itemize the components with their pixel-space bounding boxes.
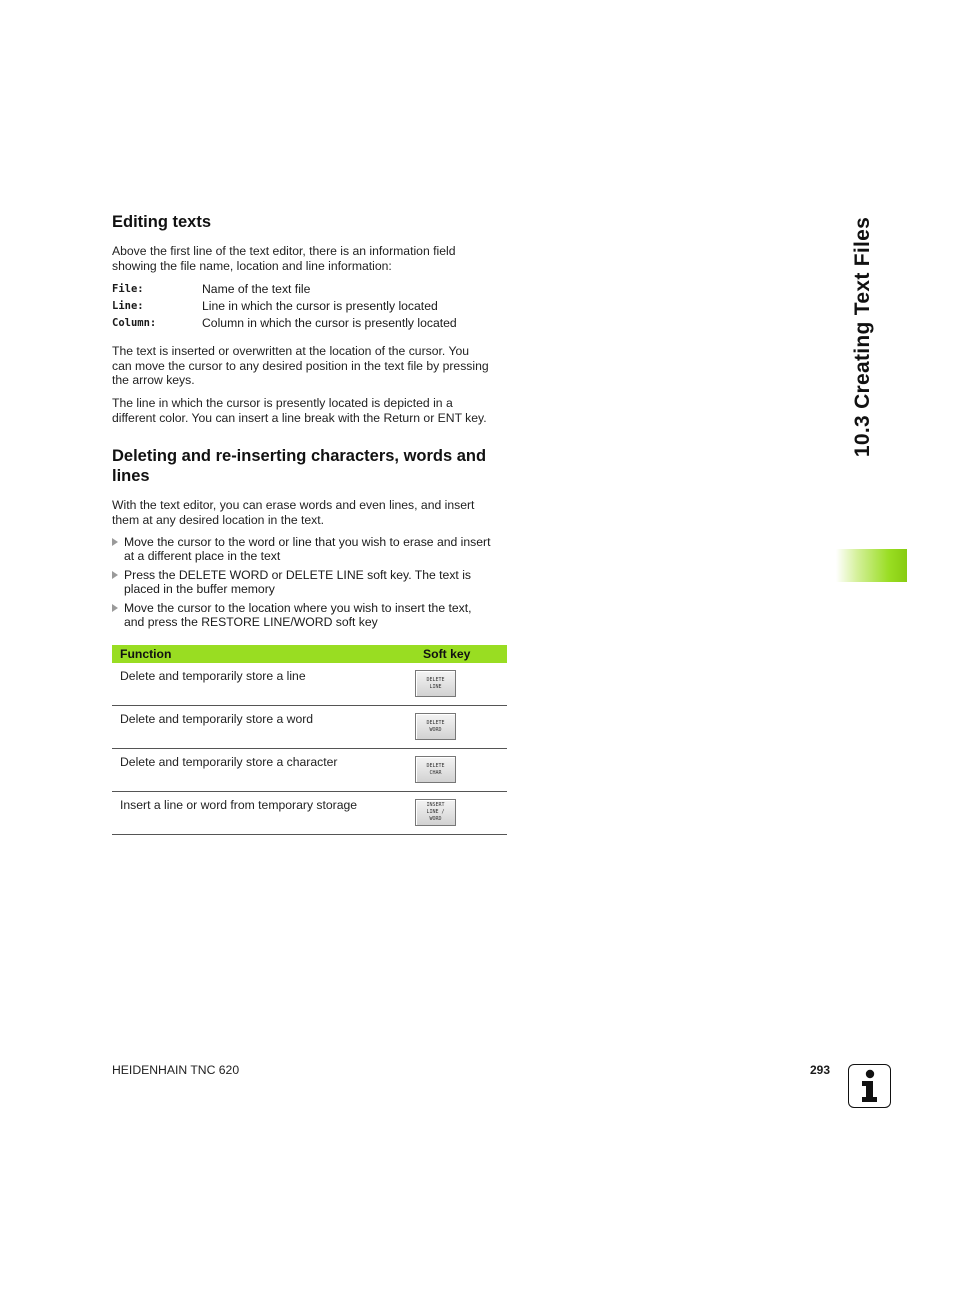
- cursor-paragraph: [112, 344, 512, 388]
- paragraph-line: The text is inserted or overwritten at the location of the cursor. You: [112, 344, 470, 358]
- table-row: [112, 663, 507, 706]
- delete-char-softkey[interactable]: [415, 756, 456, 783]
- deleting-intro: [112, 498, 512, 527]
- editing-intro-line: Above the first line of the text editor, there is an information field: [112, 244, 456, 258]
- column-header-function: Function: [112, 645, 415, 663]
- paragraph-line: the arrow keys.: [112, 373, 195, 388]
- function-cell: Delete and temporarily store a line: [112, 663, 415, 706]
- bullet-line: at a different place in the text: [124, 549, 281, 564]
- table-row: [112, 792, 507, 835]
- function-cell: Delete and temporarily store a word: [112, 706, 415, 749]
- softkey-cell: [415, 792, 507, 835]
- delete-word-softkey[interactable]: [415, 713, 456, 740]
- softkey-label: WORD: [429, 726, 442, 733]
- heading-line: Deleting and re-inserting characters, words and: [112, 447, 487, 465]
- editing-intro: [112, 244, 512, 273]
- bullet-line: and press the RESTORE LINE/WORD soft key: [124, 615, 378, 630]
- paragraph-line: The line in which the cursor is presently located is depicted in a: [112, 396, 453, 410]
- bullet-line: Move the cursor to the word or line that you wish to erase and insert: [124, 535, 491, 549]
- table-row: [112, 706, 507, 749]
- bullet-line: placed in the buffer memory: [124, 582, 275, 597]
- editing-intro-line: showing the file name, location and line information:: [112, 258, 392, 273]
- chapter-side-title-text: 10.3 Creating Text Files: [851, 216, 874, 458]
- column-header-softkey: Soft key: [415, 645, 507, 663]
- softkey-label: CHAR: [429, 769, 442, 776]
- bullet-line: Move the cursor to the location where you wish to insert the text,: [124, 601, 472, 615]
- line-color-paragraph: [112, 396, 512, 425]
- softkey-label: DELETE: [426, 762, 445, 769]
- table-header-row: [112, 645, 507, 663]
- paragraph-line: can move the cursor to any desired position in the text file by pressing: [112, 358, 489, 373]
- softkey-label: LINE: [429, 683, 442, 690]
- paragraph-line: With the text editor, you can erase words and even lines, and insert: [112, 498, 475, 512]
- bullet-arrow-icon: [112, 571, 118, 579]
- softkey-label: DELETE: [426, 676, 445, 683]
- softkey-cell: [415, 706, 507, 749]
- bullet-arrow-icon: [112, 604, 118, 612]
- heading-deleting-reinserting: [112, 446, 512, 486]
- definition-desc: Column in which the cursor is presently located: [202, 316, 457, 330]
- definition-term: Column:: [112, 317, 157, 329]
- definition-term: Line:: [112, 300, 144, 312]
- softkey-label: LINE /: [426, 809, 445, 815]
- definition-desc: Line in which the cursor is presently located: [202, 299, 438, 313]
- info-icon: [848, 1064, 891, 1108]
- function-softkey-table: [112, 645, 507, 835]
- delete-line-softkey[interactable]: [415, 670, 456, 697]
- page-number: 293: [809, 1063, 830, 1077]
- heading-editing-texts: Editing texts: [112, 213, 212, 231]
- paragraph-line: different color. You can insert a line break with the Return or ENT key.: [112, 410, 487, 425]
- function-cell: Insert a line or word from temporary storage: [112, 792, 415, 835]
- bullet-line: Press the DELETE WORD or DELETE LINE soft key. The text is: [124, 568, 471, 582]
- function-cell: Delete and temporarily store a character: [112, 749, 415, 792]
- softkey-cell: [415, 749, 507, 792]
- insert-line-word-softkey[interactable]: [415, 799, 456, 826]
- paragraph-line: them at any desired location in the text.: [112, 512, 325, 527]
- softkey-label: INSERT: [426, 802, 445, 808]
- bullet-arrow-icon: [112, 538, 118, 546]
- softkey-label: WORD: [429, 816, 442, 822]
- softkey-cell: [415, 663, 507, 706]
- info-icon-glyph: [849, 1065, 889, 1106]
- table-row: [112, 749, 507, 792]
- definition-desc: Name of the text file: [202, 282, 311, 296]
- chapter-tab-marker: [836, 549, 907, 582]
- footer-product-name: HEIDENHAIN TNC 620: [112, 1063, 240, 1077]
- definition-term: File:: [112, 283, 144, 295]
- softkey-label: DELETE: [426, 719, 445, 726]
- heading-line: lines: [112, 467, 150, 485]
